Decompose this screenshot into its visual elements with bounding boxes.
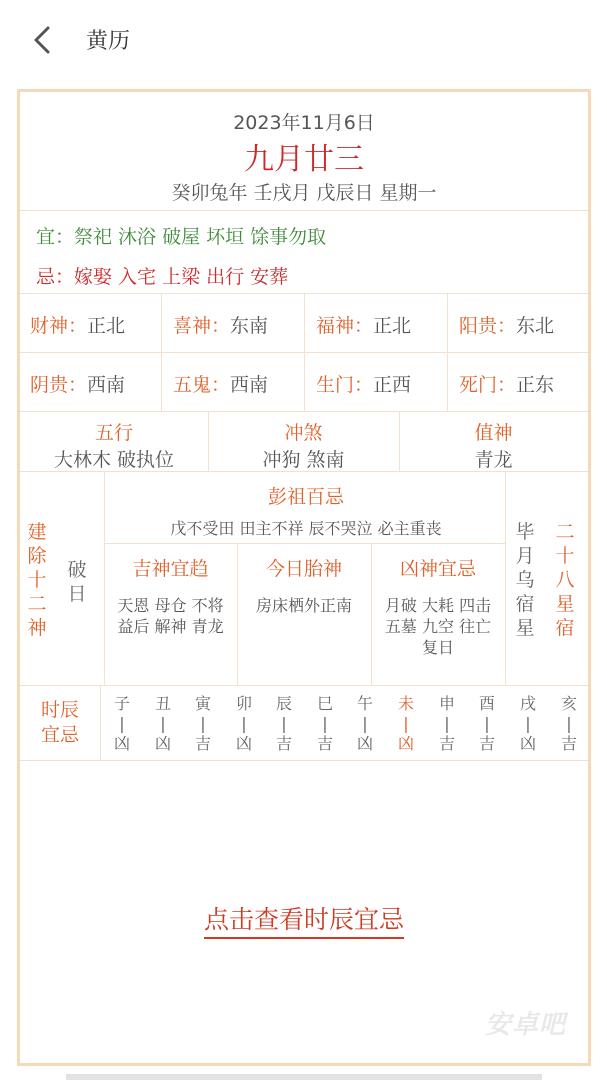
- jianchu-value: 破日: [67, 559, 87, 605]
- page-title: 黄历: [86, 29, 131, 54]
- hour-item[interactable]: 丑 | 凶: [154, 694, 171, 753]
- almanac-card: [17, 89, 591, 1066]
- lunar-date: 九月廿三: [244, 142, 364, 177]
- ganzhi-line: 癸卯兔年 壬戌月 戊辰日 星期一: [171, 182, 437, 204]
- date-block: [20, 92, 588, 210]
- god-simen: 死门：正东: [459, 374, 555, 396]
- god-wugui: 五鬼：西南: [173, 374, 269, 396]
- yi-line: 宜：祭祀 沐浴 破屋 坏垣 馀事勿取: [36, 226, 327, 248]
- hour-item[interactable]: 辰 | 吉: [275, 694, 292, 753]
- hour-item[interactable]: 戌 | 凶: [519, 694, 536, 753]
- chongsha-cell: 冲煞 冲狗 煞南: [262, 422, 345, 471]
- hour-item[interactable]: 亥 | 吉: [560, 694, 577, 753]
- pengzu-title: 彭祖百忌: [267, 486, 344, 508]
- hour-item[interactable]: 子 | 凶: [113, 694, 130, 753]
- god-shengmen: 生门：正西: [316, 374, 412, 396]
- hour-item[interactable]: 巳 | 吉: [316, 694, 333, 753]
- solar-date: 2023年11月6日: [233, 112, 375, 134]
- pengzu-value: 戊不受田 田主不祥 辰不哭泣 必主重丧: [170, 519, 442, 538]
- god-fu: 福神：正北: [316, 315, 412, 337]
- god-yingui: 阴贵：西南: [30, 374, 126, 396]
- taishen-cell: 今日胎神 房床栖外正南: [255, 558, 352, 615]
- wuxing-cell: 五行 大林木 破执位: [53, 422, 175, 471]
- hour-item[interactable]: 卯 | 凶: [235, 694, 252, 753]
- hours-label: 时辰 宜忌: [40, 699, 79, 746]
- top-bar: [0, 0, 607, 80]
- xiu-value: 毕月乌宿星: [515, 521, 535, 639]
- bottom-scroll-indicator: [66, 1074, 542, 1080]
- site-watermark: 安卓吧: [484, 1010, 566, 1040]
- hour-item[interactable]: 申 | 吉: [438, 694, 455, 753]
- jishen-cell: 吉神宜趋 天恩 母仓 不将 益后 解神 青龙: [117, 558, 224, 636]
- jianchu-label: 建除十二神: [27, 521, 47, 639]
- view-hours-link[interactable]: 点击查看时辰宜忌: [20, 900, 588, 936]
- hour-item[interactable]: 酉 | 吉: [478, 694, 495, 753]
- god-xi: 喜神：东南: [173, 315, 269, 337]
- ji-line: 忌：嫁娶 入宅 上梁 出行 安葬: [36, 266, 289, 288]
- hour-item[interactable]: 午 | 凶: [356, 694, 373, 753]
- back-arrow-icon[interactable]: [28, 22, 58, 58]
- xiongshen-cell: 凶神宜忌 月破 大耗 四击 五墓 九空 往亡 复日: [384, 558, 492, 657]
- hour-item-current[interactable]: 未 | 凶: [397, 694, 414, 753]
- hour-item[interactable]: 寅 | 吉: [194, 694, 211, 753]
- god-cai: 财神：正北: [30, 315, 126, 337]
- zhishen-cell: 值神 青龙: [474, 422, 513, 471]
- god-yanggui: 阳贵：东北: [459, 315, 555, 337]
- xiu-label: 二十八星宿: [555, 521, 575, 639]
